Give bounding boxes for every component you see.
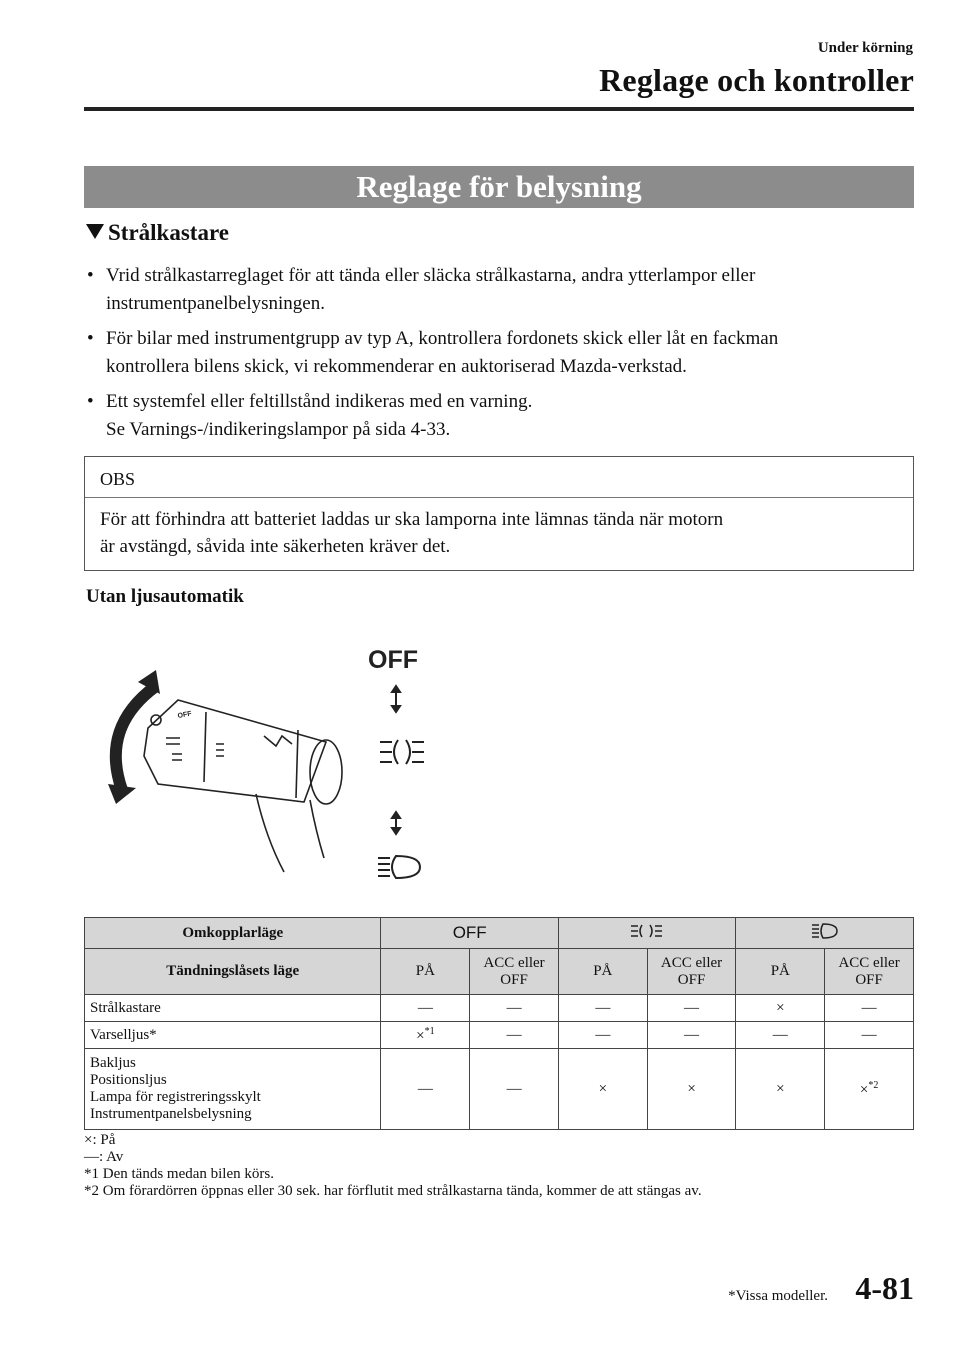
parking-light-icon bbox=[380, 740, 424, 764]
note-box bbox=[84, 456, 914, 571]
header-rule bbox=[84, 107, 914, 111]
table-cell: × bbox=[647, 1049, 736, 1130]
bullet-list bbox=[86, 262, 916, 451]
status-table bbox=[84, 917, 914, 1130]
note-line: är avstängd, såvida inte säkerheten kräver det. bbox=[100, 536, 451, 557]
bullet-line: kontrollera bilens skick, vi rekommenderar en auktoriserad Mazda-verkstad. bbox=[106, 356, 687, 377]
list-item bbox=[86, 388, 916, 444]
off-label: OFF bbox=[452, 923, 487, 942]
table-cell bbox=[470, 949, 559, 995]
footer-note: *Vissa modeller. bbox=[728, 1288, 828, 1304]
table-legend bbox=[84, 1132, 702, 1200]
table-cell: — bbox=[647, 1022, 736, 1049]
cell-line: OFF bbox=[500, 971, 528, 988]
table-cell bbox=[558, 918, 735, 949]
page-number: 4-81 bbox=[855, 1270, 914, 1306]
cell-line: OFF bbox=[855, 971, 883, 988]
table-cell: — bbox=[558, 995, 647, 1022]
note-line: För att förhindra att batteriet laddas ur ska lamporna inte lämnas tända när motorn bbox=[100, 509, 724, 530]
parking-light-icon bbox=[630, 922, 664, 940]
cell-line: OFF bbox=[677, 971, 706, 988]
position-arrow-icon bbox=[392, 686, 400, 712]
table-cell: PÅ bbox=[558, 949, 647, 995]
table-row bbox=[85, 995, 914, 1022]
table-cell: Omkopplarläge bbox=[85, 918, 381, 949]
cell-line: Lampa för registreringsskylt bbox=[90, 1089, 261, 1105]
table-cell: — bbox=[470, 1049, 559, 1130]
footnote-2: *2 Om förardörren öppnas eller 30 sek. har förflutit med strålkastarna tända, kommer de att stängas av. bbox=[84, 1183, 702, 1199]
headlight-icon bbox=[811, 922, 839, 940]
table-cell bbox=[381, 918, 558, 949]
table-cell: — bbox=[558, 1022, 647, 1049]
table-cell: PÅ bbox=[736, 949, 825, 995]
table-cell bbox=[736, 918, 914, 949]
table-row bbox=[85, 918, 914, 949]
table-cell: — bbox=[470, 1022, 559, 1049]
position-arrow-icon bbox=[392, 812, 400, 834]
table-cell: — bbox=[825, 995, 914, 1022]
table-cell bbox=[825, 1049, 914, 1130]
table-cell: × bbox=[558, 1049, 647, 1130]
subheading bbox=[86, 220, 229, 246]
table-cell: PÅ bbox=[381, 949, 470, 995]
bullet-line: Ett systemfel eller feltillstånd indikeras med en varning. bbox=[106, 391, 533, 412]
footnote-1: *1 Den tänds medan bilen körs. bbox=[84, 1166, 274, 1182]
table-cell: Varselljus* bbox=[85, 1022, 381, 1049]
stalk-off-label: OFF bbox=[177, 710, 193, 720]
section-title: Reglage och kontroller bbox=[599, 62, 914, 98]
cell-line: Positionsljus bbox=[90, 1072, 167, 1088]
cell-line: ACC eller bbox=[660, 954, 723, 971]
table-cell bbox=[825, 949, 914, 995]
list-item bbox=[86, 262, 916, 318]
table-cell: Strålkastare bbox=[85, 995, 381, 1022]
bullet-line: Vrid strålkastarreglaget för att tända eller släcka strålkastarna, andra ytterlampor eller bbox=[106, 265, 756, 286]
footnote-ref: *1 bbox=[424, 1025, 435, 1037]
list-item bbox=[86, 325, 916, 381]
legend-on: ×: På bbox=[84, 1132, 116, 1148]
table-cell: Tändningslåsets läge bbox=[85, 949, 381, 995]
cell-value: × bbox=[416, 1027, 425, 1044]
table-cell: × bbox=[736, 1049, 825, 1130]
note-body bbox=[85, 498, 913, 560]
triangle-bullet-icon bbox=[86, 224, 104, 239]
table-cell: — bbox=[647, 995, 736, 1022]
stalk-icon bbox=[144, 700, 342, 872]
headlight-icon bbox=[378, 856, 420, 878]
table-row bbox=[85, 949, 914, 995]
bullet-line: För bilar med instrumentgrupp av typ A, kontrollera fordonets skick eller låt en fackman bbox=[106, 328, 779, 349]
table-cell: — bbox=[825, 1022, 914, 1049]
bullet-line: instrumentpanelbelysningen. bbox=[106, 293, 325, 314]
subheading-text: Strålkastare bbox=[108, 220, 229, 245]
cell-line: ACC eller bbox=[483, 954, 545, 971]
table-cell: — bbox=[381, 1049, 470, 1130]
table-cell bbox=[647, 949, 736, 995]
arrow-head-bottom-icon bbox=[108, 784, 136, 804]
table-cell: — bbox=[470, 995, 559, 1022]
off-label: OFF bbox=[368, 646, 418, 674]
table-cell: — bbox=[381, 995, 470, 1022]
table-cell: — bbox=[736, 1022, 825, 1049]
table-cell bbox=[381, 1022, 470, 1049]
note-heading: OBS bbox=[85, 457, 913, 498]
light-switch-illustration bbox=[86, 632, 446, 900]
table-cell: × bbox=[736, 995, 825, 1022]
bullet-line: Se Varnings-/indikeringslampor på sida 4-33. bbox=[106, 419, 451, 440]
table-row bbox=[85, 1022, 914, 1049]
chapter-title: Under körning bbox=[817, 40, 913, 56]
table-row bbox=[85, 1049, 914, 1130]
legend-off: —: Av bbox=[84, 1149, 124, 1165]
cell-value: × bbox=[859, 1081, 869, 1098]
cell-line: ACC eller bbox=[838, 954, 900, 971]
footnote-ref: *2 bbox=[868, 1079, 879, 1091]
table-cell bbox=[85, 1049, 381, 1130]
figure-caption: Utan ljusautomatik bbox=[86, 586, 244, 607]
section-banner: Reglage för belysning bbox=[84, 166, 914, 208]
cell-line: Instrumentpanelsbelysning bbox=[90, 1106, 252, 1122]
cell-line: Bakljus bbox=[90, 1055, 136, 1071]
